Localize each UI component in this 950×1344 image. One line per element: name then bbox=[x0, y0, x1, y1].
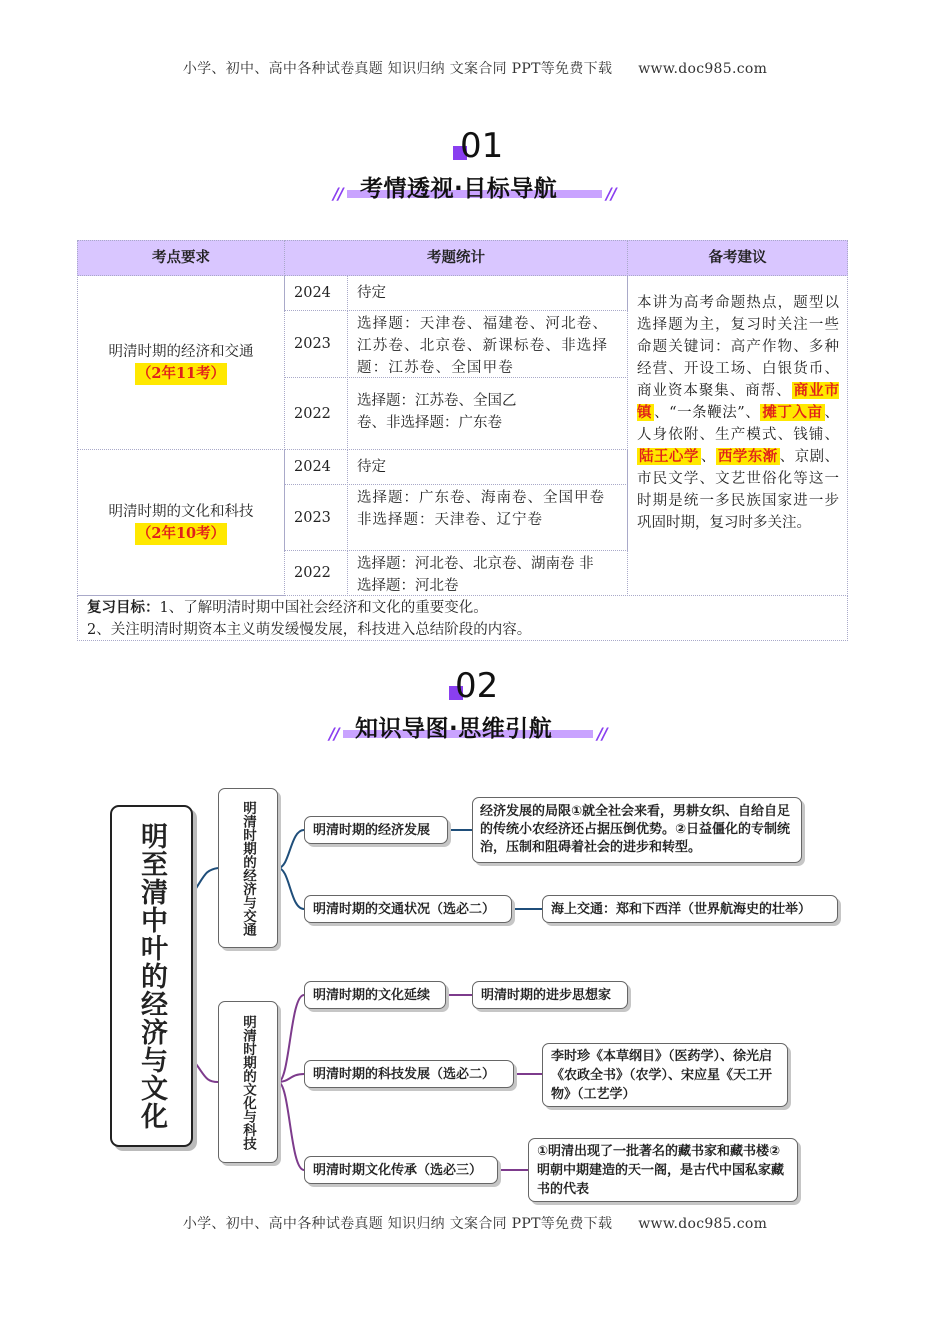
advice-text: 、人身依附、生产模式、钱铺、 bbox=[637, 405, 840, 443]
keyword-highlight: 陆王心学 bbox=[639, 448, 699, 465]
connector-branch2-culture bbox=[278, 995, 304, 1082]
section2-slash-right: // bbox=[597, 724, 607, 743]
goal-label: 复习目标： bbox=[87, 600, 160, 616]
th-requirement: 考点要求 bbox=[77, 240, 285, 276]
year-cell: 2023 bbox=[284, 484, 348, 551]
year-content: 选择题：广东卷、海南卷、全国甲卷 非选择题：天津卷、辽宁卷 bbox=[347, 484, 628, 551]
section2-slash-left: // bbox=[329, 724, 339, 743]
mindmap-branch-culture: 明清时期的文化与科技 bbox=[218, 1001, 278, 1163]
connector-branch2-heritage bbox=[278, 1082, 304, 1170]
section1-title: 考情透视·目标导航 bbox=[360, 176, 558, 202]
advice-text: 、京剧、市民文学、文艺世俗化等这一时期是统一多民族国家进一步巩固时期，复习时多关注。 bbox=[637, 449, 840, 531]
th-advice: 备考建议 bbox=[627, 240, 848, 276]
header-url[interactable]: www.doc985.com bbox=[638, 61, 768, 77]
node-traffic-leaf: 海上交通：郑和下西洋（世界航海史的壮举） bbox=[542, 895, 838, 923]
advice-text: 、“一条鞭法”、 bbox=[654, 405, 761, 421]
section1-number: 01 bbox=[460, 126, 504, 166]
node-traffic: 明清时期的交通状况（选必二） bbox=[304, 895, 512, 923]
node-tech-leaf: 李时珍《本草纲目》（医药学）、徐光启《农政全书》（农学）、宋应星《天工开物》（工艺学） bbox=[542, 1043, 788, 1107]
topic-name: 明清时期的文化和科技 bbox=[108, 503, 254, 520]
th-statistics: 考题统计 bbox=[284, 240, 628, 276]
node-culture: 明清时期的文化延续 bbox=[304, 981, 446, 1009]
keyword-highlight: 摊丁入亩 bbox=[762, 404, 823, 421]
connector-root-branch1 bbox=[193, 868, 218, 893]
goal-1: 1、了解明清时期中国社会经济和文化的重要变化。 bbox=[159, 600, 488, 616]
section1-slash-right: // bbox=[606, 184, 616, 203]
topic-count: （2年10考） bbox=[135, 523, 227, 545]
advice-text: 本讲为高考命题热点，题型以选择题为主，复习时关注一些命题关键词：高产作物、多种经营、开设工场、白银货币、商业资本聚集、商帮、 bbox=[637, 295, 839, 399]
year-content: 待定 bbox=[347, 275, 628, 311]
keyword-highlight: 西学东渐 bbox=[717, 448, 778, 465]
year-cell: 2024 bbox=[284, 449, 348, 485]
page-footer bbox=[0, 1213, 950, 1233]
section2-title: 知识导图·思维引航 bbox=[355, 716, 553, 742]
connector-root-branch2 bbox=[193, 1060, 218, 1082]
footer-url[interactable]: www.doc985.com bbox=[638, 1216, 768, 1232]
mindmap-branch-economy: 明清时期的经济与交通 bbox=[218, 788, 278, 948]
year-content: 选择题：江苏卷、全国乙卷、非选择题：广东卷 bbox=[347, 377, 628, 450]
year-cell: 2022 bbox=[284, 550, 348, 596]
section2-number: 02 bbox=[455, 666, 499, 706]
connector-branch1-traffic bbox=[278, 868, 304, 909]
mindmap-root: 明至清中叶的经济与文化 bbox=[110, 805, 193, 1147]
topic-name: 明清时期的经济和交通 bbox=[108, 343, 254, 360]
connector-branch1-econ bbox=[278, 830, 304, 868]
year-content: 待定 bbox=[347, 449, 628, 485]
keyword-highlight: 商业市镇 bbox=[637, 382, 840, 421]
node-culture-leaf: 明清时期的进步思想家 bbox=[472, 981, 628, 1009]
year-cell: 2022 bbox=[284, 377, 348, 450]
year-content: 选择题：天津卷、福建卷、河北卷、江苏卷、北京卷、新课标卷、非选择题：江苏卷、全国甲卷 bbox=[347, 310, 628, 378]
section1-slash-left: // bbox=[333, 184, 343, 203]
year-cell: 2023 bbox=[284, 310, 348, 378]
node-tech: 明清时期的科技发展（选必二） bbox=[304, 1060, 514, 1088]
node-economy: 明清时期的经济发展 bbox=[304, 816, 448, 844]
year-cell: 2024 bbox=[284, 275, 348, 311]
topic-count: （2年11考） bbox=[135, 363, 227, 385]
advice-text: 、 bbox=[700, 449, 716, 465]
node-heritage-leaf: ①明清出现了一批著名的藏书家和藏书楼②明朝中期建造的天一阁，是古代中国私家藏书的代表 bbox=[528, 1138, 798, 1202]
node-heritage: 明清时期文化传承（选必三） bbox=[304, 1156, 498, 1184]
header-text: 小学、初中、高中各种试卷真题 知识归纳 文案合同 PPT等免费下载 bbox=[182, 61, 613, 77]
goal-2: 2、关注明清时期资本主义萌发缓慢发展，科技进入总结阶段的内容。 bbox=[87, 622, 532, 638]
year-content: 选择题：河北卷、北京卷、湖南卷 非选择题：河北卷 bbox=[347, 550, 628, 596]
footer-text: 小学、初中、高中各种试卷真题 知识归纳 文案合同 PPT等免费下载 bbox=[182, 1216, 613, 1232]
node-economy-leaf: 经济发展的局限①就全社会来看，男耕女织、自给自足的传统小农经济还占据压倒优势。②日益僵化的专制统治，压制和阻碍着社会的进步和转型。 bbox=[472, 797, 802, 863]
